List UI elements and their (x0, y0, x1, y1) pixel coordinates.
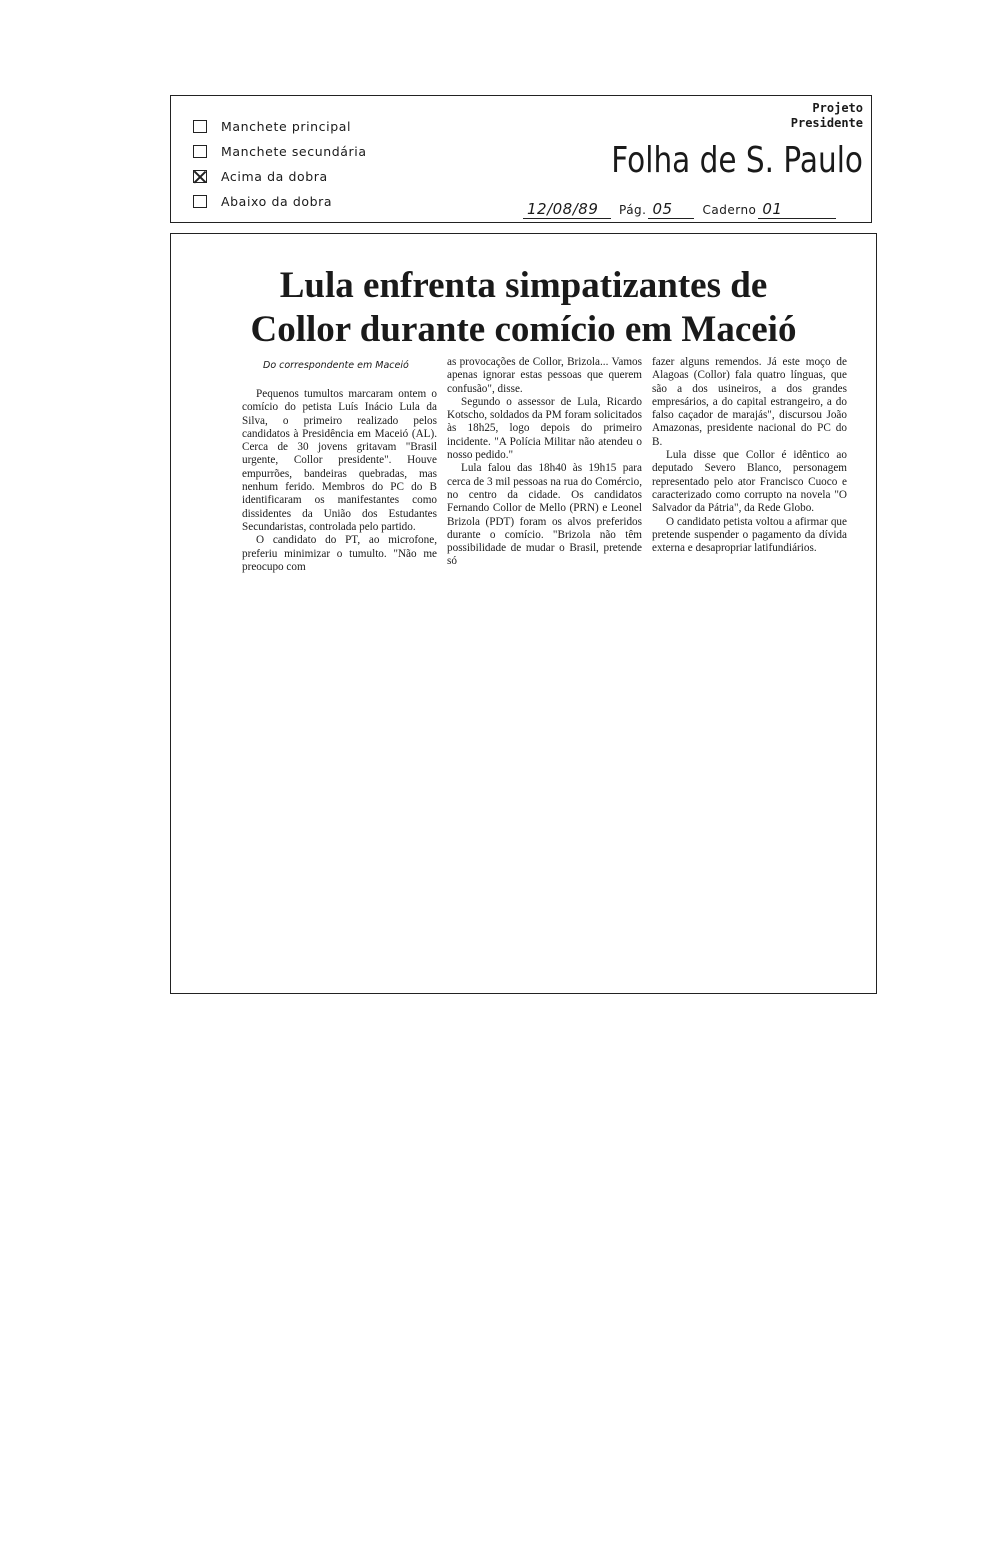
headline-line-2: Collor durante comício em Maceió (250, 309, 797, 350)
checkbox-manchete-secundaria[interactable] (193, 139, 367, 164)
article-clipping (170, 233, 877, 994)
paragraph: Segundo o assessor de Lula, Ricardo Kotscho, soldados da PM foram solicitados às 18h25, logo depois do primeiro incidente. "A Polícia Militar não atendeu o nosso pedido." (447, 395, 642, 462)
checkbox-acima-da-dobra[interactable] (193, 164, 367, 189)
project-line-2: Presidente (790, 116, 863, 130)
paragraph: O candidato do PT, ao microfone, preferiu minimizar o tumulto. "Não me preocupo com (242, 534, 437, 573)
headline-line-1: Lula enfrenta simpatizantes de (279, 265, 768, 306)
clipping-header-form (170, 95, 872, 223)
pag-label: Pág. (619, 203, 647, 217)
page-field[interactable]: 05 (648, 200, 694, 219)
article-headline (171, 264, 876, 352)
project-line-1: Projeto (812, 101, 863, 115)
paragraph: Pequenos tumultos marcaram ontem o comício do petista Luís Inácio Lula da Silva, o primeiro realizado pelos candidatos à Presidência em Maceió (AL). Cerca de 30 jovens gritavam "Brasil urgente, Collor presidente". Houve empurrões, bandeiras quebradas, mas nenhum ferido. Membros do PC do B identificaram os manifestantes como dissidentes da União dos Estudantes Secundaristas, controlada pelo partido. (242, 388, 437, 533)
article-byline: Do correspondente em Maceió (263, 360, 409, 371)
paragraph: Lula disse que Collor é idêntico ao deputado Severo Blanco, personagem representado pelo ator Francisco Cuoco e caracterizado como corrupto na novela "O Salvador da Pátria", da Rede Globo. (652, 449, 847, 515)
placement-checklist (193, 114, 367, 214)
caderno-label: Caderno (702, 203, 757, 217)
checkbox-label: Abaixo da dobra (221, 194, 333, 209)
checkbox-box[interactable] (193, 145, 207, 158)
checkbox-box[interactable] (193, 195, 207, 208)
newspaper-masthead: Folha de S. Paulo (611, 140, 863, 181)
checkbox-label: Acima da dobra (221, 169, 328, 184)
paragraph: O candidato petista voltou a afirmar que pretende suspender o pagamento da dívida externa e desapropriar latifundiários. (652, 515, 847, 555)
paragraph: as provocações de Collor, Brizola... Vamos apenas ignorar estas pessoas que querem confusão", disse. (447, 356, 642, 395)
caderno-field[interactable]: 01 (758, 200, 836, 219)
article-column-3 (652, 356, 847, 555)
checkbox-label: Manchete secundária (221, 144, 367, 159)
checked-box-icon[interactable] (193, 170, 207, 183)
checkbox-box[interactable] (193, 120, 207, 133)
checkbox-label: Manchete principal (221, 119, 352, 134)
date-field[interactable]: 12/08/89 (523, 200, 611, 219)
paragraph: fazer alguns remendos. Já este moço de Alagoas (Collor) fala quatro línguas, que são a dos usineiros, a dos grandes empresários, a do capital estrangeiro, a do falso caçador de marajás", discursou João Amazonas, presidente nacional do PC do B. (652, 356, 847, 448)
checkbox-manchete-principal[interactable] (193, 114, 367, 139)
checkbox-abaixo-da-dobra[interactable] (193, 189, 367, 214)
article-column-2 (447, 356, 642, 569)
paragraph: Lula falou das 18h40 às 19h15 para cerca de 3 mil pessoas na rua do Comércio, no centro da cidade. Os candidatos Fernando Collor de Mello (PRN) e Leonel Brizola (PDT) foram os alvos preferidos durante o comício. "Brizola não têm possibilidade de mudar o Brasil, pretende só (447, 462, 642, 568)
project-label (791, 101, 863, 131)
article-column-1 (242, 388, 437, 574)
clipping-metadata (521, 200, 844, 219)
